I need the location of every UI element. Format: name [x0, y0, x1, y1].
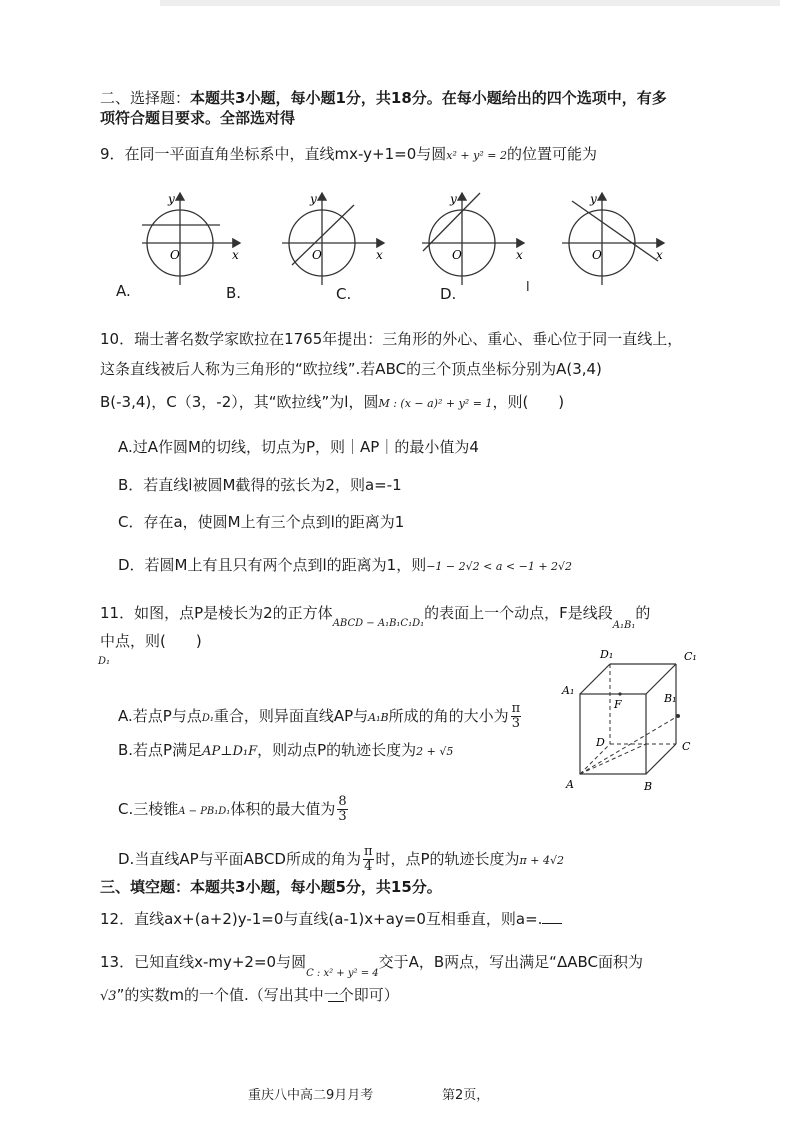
- q10-option-d-range: −1 − 2√2 < a < −1 + 2√2: [426, 560, 573, 573]
- q11-c-frac-num: 8: [338, 794, 347, 809]
- q9-option-b: B.: [226, 284, 242, 302]
- q9-b-x-label: x: [376, 248, 383, 262]
- cube-label-c: C: [682, 740, 691, 753]
- q9-b-y-label: y: [310, 192, 317, 206]
- q13-line1-after: 交于A，B两点，写出满足“ΔABC面积为: [378, 953, 643, 971]
- q11-option-b: [118, 740, 453, 762]
- q11-a-fraction: [511, 702, 522, 731]
- q11-d-frac-den: 4: [364, 859, 373, 874]
- q10-line3: [100, 392, 564, 414]
- q11-a-before: A.若点P与点: [118, 707, 202, 725]
- section2-heading-line1: [100, 88, 667, 108]
- q9-c-x-label: x: [516, 248, 523, 262]
- q9-c-y-label: y: [450, 192, 457, 206]
- q11-line1-before: 11．如图，点P是棱长为2的正方体: [100, 604, 333, 622]
- q11-b-value: 2 + √5: [416, 745, 454, 758]
- q11-cube-figure: [560, 642, 710, 794]
- q11-a-after: 所成的角的大小为: [388, 707, 509, 725]
- q11-c-fraction: [337, 795, 347, 824]
- q11-line1-end: 的: [635, 604, 651, 622]
- q9-graphs: [120, 185, 680, 285]
- footer-exam-name: 重庆八中高二9月月考: [248, 1088, 374, 1103]
- q9-graph-b: [282, 192, 384, 285]
- cube-label-a1: A₁: [562, 684, 575, 697]
- q10-line3-before: B(-3,4)，C（3，-2），其“欧拉线”为l，圆: [100, 393, 379, 411]
- cube-label-a: A: [566, 778, 574, 791]
- q13-circle-c-equation: C : x² + y² = 4: [306, 968, 379, 979]
- q9-a-origin-label: O: [170, 248, 180, 262]
- q11-a-mid: 重合，则异面直线AP与: [213, 707, 369, 725]
- q11-b-condition: AP⊥D₁F: [202, 744, 258, 759]
- q13-answer-blank[interactable]: [328, 987, 344, 1002]
- q11-c-mid: 体积的最大值为: [230, 800, 336, 818]
- q9-d-x-label: x: [656, 248, 663, 262]
- q9-graph-d: [562, 192, 664, 285]
- q9-a-y-label: y: [168, 192, 175, 206]
- section2-heading-line2: 项符合题目要求。全部选对得: [100, 109, 296, 127]
- q10-line1: 10．瑞士著名数学家欧拉在1765年提出：三角形的外心、重心、垂心位于同一直线上，: [100, 330, 683, 348]
- q11-d-mid: 时，点P的轨迹长度为: [375, 850, 520, 868]
- q10-line3-after: ，则( ): [492, 393, 565, 411]
- q9-c-origin-label: O: [452, 248, 462, 262]
- q11-a-frac-den: 3: [511, 716, 521, 731]
- q11-c-pyramid: A − PB₁D₁: [178, 806, 231, 817]
- q11-line2: 中点，则( ): [100, 632, 202, 650]
- q9-text-after: 的位置可能为: [506, 145, 597, 163]
- top-edge: [160, 0, 780, 6]
- q11-b-mid: ，则动点P的轨迹长度为: [257, 741, 417, 759]
- q12-text: 12．直线ax+(a+2)y-1=0与直线(a-1)x+ay=0互相垂直，则a=.: [100, 910, 543, 928]
- q11-a-line-a1b: A₁B: [368, 711, 389, 724]
- q11-d-frac-num: π: [363, 844, 373, 859]
- q10-line2: 这条直线被后人称为三角形的“欧拉线”.若ABC的三个顶点坐标分别为A(3,4): [100, 360, 602, 378]
- q9-a-x-label: x: [232, 248, 239, 262]
- q9-graph-a: [142, 192, 240, 285]
- q11-a-frac-num: π: [511, 701, 521, 716]
- cube-label-d1: D₁: [600, 648, 614, 661]
- q10-option-d-text: D．若圆M上有且只有两个点到l的距离为1，则: [118, 556, 427, 574]
- q9-option-c: C.: [336, 285, 352, 303]
- q11-option-a: [118, 702, 523, 731]
- q13-line2-text: ”的实数m的一个值.（写出其中一个即可）: [116, 986, 399, 1004]
- q11-b-before: B.若点P满足: [118, 741, 203, 759]
- q11-line1: [100, 603, 651, 631]
- section2-heading-prefix: 二、选择题：: [100, 89, 191, 107]
- q10-option-a: A.过A作圆M的切线，切点为P，则｜AP｜的最小值为4: [118, 438, 479, 456]
- q13-line2: [100, 985, 399, 1007]
- q9-stem: [100, 144, 597, 166]
- q11-line1-mid: 的表面上一个动点，F是线段: [424, 604, 613, 622]
- cube-label-d: D: [596, 736, 605, 749]
- q13-line1-before: 13．已知直线x-my+2=0与圆: [100, 953, 307, 971]
- cube-label-c1: C₁: [684, 650, 697, 663]
- cube-label-f: F: [614, 698, 622, 711]
- q9-option-a: A.: [116, 282, 131, 300]
- cube-label-b1: B₁: [664, 692, 677, 705]
- q13-sqrt3: √3: [100, 989, 117, 1004]
- q11-option-d: [118, 845, 564, 874]
- q11-d-fraction: [363, 845, 374, 874]
- q11-segment-a1b1: A₁B₁: [612, 620, 636, 631]
- q9-stray-mark: l: [526, 280, 530, 295]
- q11-d-value: π + 4√2: [519, 854, 564, 867]
- footer-page-number: 第2页，: [442, 1088, 490, 1103]
- q9-d-y-label: y: [590, 192, 597, 206]
- q11-c-before: C.三棱锥: [118, 800, 179, 818]
- q9-graph-c: [422, 192, 524, 285]
- q13-line1: [100, 952, 643, 979]
- q11-stray-d1: D₁: [98, 656, 111, 667]
- q11-cube-name: ABCD − A₁B₁C₁D₁: [332, 618, 425, 629]
- q12-stem: [100, 909, 562, 929]
- q9-circle-equation: x² + y² = 2: [446, 149, 507, 162]
- section3-heading: 三、填空题：本题共3小题，每小题5分，共15分。: [100, 878, 442, 896]
- q9-option-d: D.: [440, 285, 457, 303]
- cube-label-b: B: [644, 780, 653, 793]
- q9-d-origin-label: O: [592, 248, 602, 262]
- q11-a-point-d1: D₁: [201, 713, 214, 724]
- q9-text-before: 9．在同一平面直角坐标系中，直线mx-y+1=0与圆: [100, 145, 447, 163]
- section2-heading-bold1: 本题共3小题，每小题1分，共18分。在每小题给出的四个选项中，有多: [190, 89, 667, 107]
- q10-option-c: C．存在a，使圆M上有三个点到l的距离为1: [118, 513, 405, 531]
- q11-option-c: [118, 795, 350, 824]
- q12-answer-blank[interactable]: [542, 909, 562, 924]
- q11-d-before: D.当直线AP与平面ABCD所成的角为: [118, 850, 361, 868]
- q11-c-frac-den: 3: [338, 809, 347, 824]
- q9-b-origin-label: O: [312, 248, 322, 262]
- q10-circle-m-equation: M : (x − a)² + y² = 1: [378, 397, 493, 410]
- q10-option-d: [118, 555, 572, 577]
- q10-option-b: B．若直线l被圆M截得的弦长为2，则a=-1: [118, 476, 402, 494]
